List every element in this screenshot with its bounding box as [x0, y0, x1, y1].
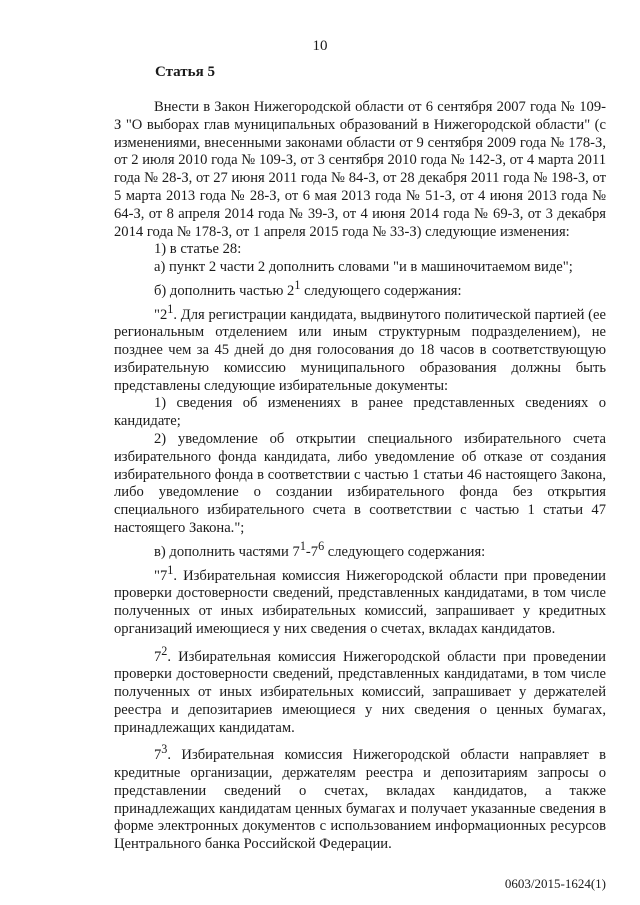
item-v-sup-1: 1 — [299, 538, 306, 553]
item-1: 1) в статье 28: — [154, 241, 242, 258]
item-v-post: следующего содержания: — [324, 543, 486, 560]
part-7-1 — [114, 562, 606, 639]
part-7-2-open: 7 — [154, 648, 162, 665]
part-2-1-text: . Для регистрации кандидата, выдвинутого политической партией (ее региональным отделением или иным структурным подразделением), не позднее чем за 45 дней до дня голосования до 18 часов в соответствующую избирательную комиссию муниципального образования должны быть представлены следующие избирательные документы: — [114, 306, 606, 394]
part-2-1 — [114, 301, 606, 396]
part-7-2 — [114, 643, 606, 738]
part-7-3-sup: 3 — [161, 742, 168, 757]
item-b-sup: 1 — [294, 277, 301, 292]
item-v-sup-2: 6 — [318, 538, 325, 553]
part-2-1-open: "2 — [154, 306, 168, 323]
article-title: Статья 5 — [155, 64, 215, 80]
item-b — [114, 277, 606, 301]
part-7-3 — [114, 741, 606, 854]
intro-paragraph: Внести в Закон Нижегородской области от 6 сентября 2007 года № 109-З "О выборах глав муниципальных образований в Нижегородской области" (с изменениями, внесенными законами области от 9 сентября 2009 года № 178-З, от 2 июля 2010 года № 109-З, от 3 сентября 2010 года № 142-З, от 4 марта 2011 года № 28-З, от 27 июня 2011 года № 84-З, от 28 декабря 2011 года № 198-З, от 5 марта 2013 года № 28-З, от 6 мая 2013 года № 51-З, от 4 июня 2013 года № 64-З, от 8 апреля 2014 года № 39-З, от 4 июня 2014 года № 69-З, от 3 декабря 2014 года № 178-З, от 1 апреля 2015 года № 33-З) следующие изменения: — [114, 99, 606, 240]
item-b-post: следующего содержания: — [300, 282, 462, 299]
document-code: 0603/2015-1624(1) — [504, 876, 606, 891]
part-7-1-sup: 1 — [167, 562, 174, 577]
part-2-1-sup: 1 — [167, 301, 174, 316]
part-2-1-item-1: 1) сведения об изменениях в ранее представленных сведениях о кандидате; — [114, 395, 606, 430]
part-7-2-text: . Избирательная комиссия Нижегородской области при проведении проверки достоверности сведений, представленных кандидатами, в том числе полученных от иных избирательных комиссий, запрашивает у держателей реестра и депозитариев имеющиеся у них сведения о ценных бумагах, принадлежащих кандидатам. — [114, 648, 606, 736]
part-7-1-open: "7 — [154, 567, 168, 584]
item-v-mid: -7 — [305, 543, 319, 560]
item-v — [114, 538, 606, 562]
part-7-2-sup: 2 — [161, 643, 168, 658]
page-number: 10 — [312, 38, 328, 54]
item-a: а) пункт 2 части 2 дополнить словами "и в машиночитаемом виде"; — [154, 259, 573, 276]
item-v-pre: в) дополнить частями 7 — [154, 543, 300, 560]
part-7-1-text: . Избирательная комиссия Нижегородской области при проведении проверки достоверности сведений, представленных кандидатами, в том числе полученных от иных избирательных комиссий, запрашивает у кредитных организаций имеющиеся у них сведения о счетах, вкладах кандидатов. — [114, 567, 606, 637]
part-7-3-open: 7 — [154, 747, 162, 764]
part-2-1-item-2: 2) уведомление об открытии специального избирательного счета избирательного фонда кандидата, либо уведомление об отказе от создания избирательного фонда в соответствии с частью 1 статьи 46 настоящего Закона, либо уведомление о создании избирательного фонда без открытия специального избирательного счета в соответствии с частью 1 статьи 47 настоящего Закона."; — [114, 431, 606, 537]
document-body — [114, 99, 606, 854]
part-7-3-text: . Избирательная комиссия Нижегородской области направляет в кредитные организации, держателям реестра и депозитариям запросы о представлении сведений о счетах, вкладах кандидатов, а также принадлежащих кандидатам ценных бумагах и получает указанные сведения в форме электронных документов с использованием информационных ресурсов Центрального банка Российской Федерации. — [114, 747, 606, 853]
item-b-pre: б) дополнить частью 2 — [154, 282, 295, 299]
